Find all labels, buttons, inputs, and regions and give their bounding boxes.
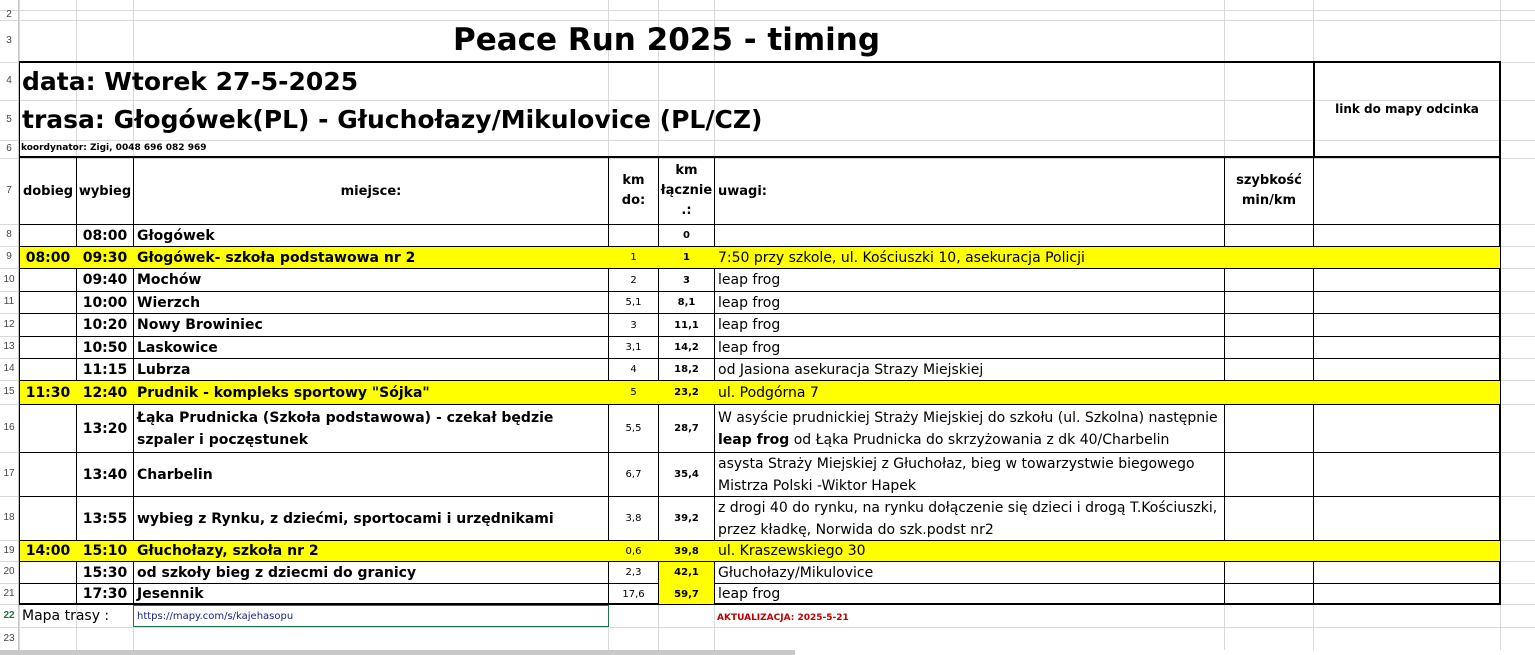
cell-dobieg[interactable]: 14:00	[25, 543, 71, 559]
cell-dobieg[interactable]: 11:30	[25, 384, 71, 401]
cell-wybieg[interactable]: 10:50	[82, 339, 128, 356]
row-number[interactable]: 9	[6, 251, 12, 262]
cell-miejsce[interactable]: od szkoły bieg z dziecmi do granicy	[137, 564, 417, 581]
header-km-lacznie[interactable]: km łącznie .:	[660, 163, 713, 218]
map-url-link[interactable]: https://mapy.com/s/kajehasopu	[133, 605, 609, 627]
cell-uwagi[interactable]: z drogi 40 do rynku, na rynku dołączenie się dzieci i drogą T.Kościuszki, przez kładkę, Norwida do szk.podst nr2	[718, 499, 1218, 538]
cell-dobieg[interactable]	[20, 584, 76, 604]
row-number[interactable]: 7	[6, 185, 12, 196]
map-label[interactable]: Mapa trasy :	[22, 607, 110, 624]
cell-km-total[interactable]: 11,1	[674, 319, 699, 331]
header-km-do[interactable]: km do:	[621, 173, 646, 208]
cell-km-do[interactable]: 5,5	[625, 423, 642, 434]
cell-szybkosc[interactable]	[1225, 337, 1313, 358]
cell-dobieg[interactable]	[20, 405, 76, 452]
cell-dobieg[interactable]	[20, 314, 76, 336]
uwagi-bold: leap frog	[718, 432, 790, 448]
route-line[interactable]: trasa: Głogówek(PL) - Głuchołazy/Mikulovice (PL/CZ)	[22, 104, 763, 134]
cell-km-do[interactable]: 4	[630, 364, 637, 375]
update-date[interactable]: AKTUALIZACJA: 2025-5-21	[717, 613, 849, 623]
header-miejsce[interactable]: miejsce:	[340, 183, 402, 199]
cell-wybieg[interactable]: 13:55	[82, 510, 128, 527]
cell-km-total[interactable]: 28,7	[674, 423, 699, 434]
cell-miejsce[interactable]: Nowy Browiniec	[137, 317, 263, 333]
cell-uwagi[interactable]: Głuchołazy/Mikulovice	[718, 564, 874, 581]
uwagi-line: W asyście prudnickiej Straży Miejskiej do szkołu (ul. Szkolna) następnie	[718, 410, 1218, 426]
row-number[interactable]: 5	[6, 114, 12, 125]
cell-miejsce[interactable]: Charbelin	[137, 466, 213, 483]
header-dobieg[interactable]: dobieg	[22, 183, 74, 199]
cell-dobieg[interactable]	[20, 337, 76, 358]
row-number[interactable]: 13	[3, 341, 15, 352]
cell-dobieg[interactable]	[20, 453, 76, 496]
cell-miejsce[interactable]: Łąka Prudnicka (Szkoła podstawowa) - czekał będzie szpaler i poczęstunek	[137, 409, 554, 448]
cell-km-total[interactable]: 42,1	[674, 567, 699, 578]
row-number[interactable]: 11	[3, 296, 15, 307]
cell-uwagi[interactable]: leap frog	[718, 317, 781, 333]
cell-dobieg[interactable]	[20, 292, 76, 313]
cell-dobieg[interactable]	[20, 225, 76, 246]
row-number[interactable]: 15	[3, 386, 15, 397]
header-szybkosc[interactable]: szybkość min/km	[1236, 173, 1302, 208]
row-number[interactable]: 20	[3, 566, 15, 577]
row-number[interactable]: 12	[3, 319, 15, 330]
cell-szybkosc[interactable]	[1225, 453, 1313, 496]
cell-km-total[interactable]: 14,2	[674, 342, 699, 353]
cell-miejsce[interactable]: Prudnik - kompleks sportowy "Sójka"	[137, 384, 430, 401]
cell-km-total[interactable]: 1	[683, 252, 690, 263]
coordinator[interactable]: koordynator: Zigi, 0048 696 082 969	[21, 143, 207, 153]
cell-miejsce[interactable]: Głuchołazy, szkoła nr 2	[137, 543, 319, 559]
cell-wybieg[interactable]: 13:40	[82, 466, 128, 483]
cell-map-link[interactable]	[1315, 292, 1499, 313]
cell-wybieg[interactable]: 11:15	[82, 361, 128, 378]
cell-km-do[interactable]	[609, 225, 658, 246]
cell-dobieg[interactable]	[20, 269, 76, 291]
cell-km-total[interactable]: 0	[683, 230, 690, 241]
cell-wybieg[interactable]: 15:30	[82, 564, 128, 581]
cell-wybieg[interactable]: 15:10	[82, 543, 128, 559]
gridline-h	[0, 10, 1535, 11]
cell-km-total[interactable]: 8,1	[677, 297, 696, 308]
cell-szybkosc[interactable]	[1225, 584, 1313, 604]
cell-wybieg[interactable]: 13:20	[82, 420, 128, 437]
cell-uwagi[interactable]: leap frog	[718, 294, 781, 311]
sheet-title[interactable]: Peace Run 2025 - timing	[452, 22, 881, 58]
cell-uwagi[interactable]	[715, 405, 1223, 452]
cell-uwagi[interactable]: ul. Podgórna 7	[718, 384, 819, 401]
header-wybieg[interactable]: wybieg	[78, 183, 132, 199]
row-number[interactable]: 10	[3, 274, 15, 285]
cell-km-do[interactable]: 1	[630, 252, 637, 263]
cell-uwagi[interactable]: 7:50 przy szkole, ul. Kościuszki 10, asekuracja Policji	[718, 249, 1085, 266]
cell-map-link[interactable]	[1315, 562, 1499, 583]
row-number[interactable]: 14	[3, 363, 15, 374]
cell-wybieg[interactable]: 08:00	[82, 227, 128, 244]
cell-map-link[interactable]	[1315, 225, 1499, 246]
cell-map-link[interactable]	[1315, 269, 1499, 291]
cell-dobieg[interactable]	[20, 562, 76, 583]
cell-dobieg[interactable]: 08:00	[25, 249, 71, 266]
row-number[interactable]: 22	[3, 610, 15, 621]
cell-szybkosc[interactable]	[1225, 359, 1313, 380]
cell-map-link[interactable]	[1315, 247, 1499, 268]
horizontal-scrollbar[interactable]	[0, 650, 795, 655]
cell-wybieg[interactable]: 17:30	[82, 586, 128, 602]
cell-uwagi[interactable]: od Jasiona asekuracja Strazy Miejskiej	[718, 361, 984, 378]
cell-km-do[interactable]: 2	[630, 274, 637, 286]
cell-km-total[interactable]: 39,8	[674, 545, 699, 557]
row-number[interactable]: 2	[6, 9, 12, 20]
cell-szybkosc[interactable]	[1225, 541, 1313, 561]
cell-map-link[interactable]	[1315, 497, 1499, 540]
cell-map-link[interactable]	[1315, 337, 1499, 358]
cell-miejsce[interactable]: wybieg z Rynku, z dziećmi, sportocami i urzędnikami	[137, 510, 554, 527]
cell-dobieg[interactable]	[20, 359, 76, 380]
cell-szybkosc[interactable]	[1225, 381, 1313, 404]
cell-uwagi[interactable]	[715, 225, 1223, 246]
row-number[interactable]: 16	[3, 422, 15, 433]
cell-miejsce[interactable]: Laskowice	[137, 339, 218, 356]
cell-szybkosc[interactable]	[1225, 269, 1313, 291]
cell-map-link[interactable]	[1315, 541, 1499, 561]
cell-map-link[interactable]	[1315, 584, 1499, 604]
cell-uwagi[interactable]: leap frog	[718, 339, 781, 356]
uwagi-line: od Łąka Prudnicka do skrzyżowania z dk 40/Charbelin	[789, 432, 1170, 448]
row-number[interactable]: 17	[3, 468, 15, 479]
cell-km-total[interactable]: 18,2	[674, 364, 699, 375]
cell-uwagi[interactable]: leap frog	[718, 272, 781, 288]
row-number[interactable]: 3	[6, 35, 12, 46]
cell-km-do[interactable]: 2,3	[625, 567, 642, 578]
cell-szybkosc[interactable]	[1225, 562, 1313, 583]
cell-km-do[interactable]: 3,1	[625, 342, 642, 353]
cell-map-link[interactable]	[1315, 405, 1499, 452]
cell-km-do[interactable]: 5,1	[625, 297, 642, 308]
map-link-header[interactable]: link do mapy odcinka	[1335, 102, 1479, 116]
cell-km-total[interactable]: 39,2	[674, 513, 699, 524]
cell-uwagi[interactable]: asysta Straży Miejskiej z Głuchołaz, bieg w towarzystwie biegowego Mistrza Polski -Wiktor Hapek	[718, 455, 1195, 494]
cell-miejsce[interactable]: Lubrza	[137, 361, 191, 378]
cell-miejsce[interactable]: Wierzch	[137, 294, 201, 311]
cell-wybieg[interactable]: 12:40	[82, 384, 128, 401]
cell-wybieg[interactable]: 09:30	[82, 249, 128, 266]
cell-szybkosc[interactable]	[1225, 247, 1313, 268]
cell-wybieg[interactable]: 10:00	[82, 294, 128, 311]
row-number[interactable]: 6	[6, 143, 12, 154]
cell-miejsce[interactable]: Głogówek	[137, 227, 215, 244]
cell-miejsce[interactable]: Głogówek- szkoła podstawowa nr 2	[137, 249, 416, 266]
cell-miejsce[interactable]: Jesennik	[137, 586, 204, 602]
cell-km-total[interactable]: 23,2	[674, 387, 699, 398]
cell-km-do[interactable]: 17,6	[622, 588, 645, 600]
cell-km-do[interactable]: 5	[630, 387, 637, 398]
cell-km-do[interactable]: 0,6	[625, 545, 642, 557]
header-uwagi[interactable]: uwagi:	[718, 183, 767, 199]
cell-szybkosc[interactable]	[1225, 292, 1313, 313]
cell-uwagi[interactable]: leap frog	[718, 586, 781, 602]
cell-map-link[interactable]	[1315, 359, 1499, 380]
row-number[interactable]: 4	[6, 75, 12, 86]
row-number[interactable]: 21	[3, 588, 15, 599]
cell-km-total[interactable]: 59,7	[674, 588, 699, 600]
cell-szybkosc[interactable]	[1225, 225, 1313, 246]
cell-miejsce[interactable]: Mochów	[137, 272, 202, 288]
cell-km-do[interactable]: 6,7	[625, 469, 642, 480]
cell-uwagi[interactable]: ul. Kraszewskiego 30	[718, 543, 866, 559]
cell-map-link[interactable]	[1315, 314, 1499, 336]
date-line[interactable]: data: Wtorek 27-5-2025	[22, 66, 359, 96]
cell-map-link[interactable]	[1315, 381, 1499, 404]
cell-map-link[interactable]	[1315, 453, 1499, 496]
cell-km-do[interactable]: 3,8	[625, 513, 642, 524]
cell-km-do[interactable]: 3	[630, 319, 637, 331]
cell-szybkosc[interactable]	[1225, 497, 1313, 540]
row-number[interactable]: 19	[3, 545, 15, 556]
cell-dobieg[interactable]	[20, 497, 76, 540]
row-number[interactable]: 8	[6, 229, 12, 240]
cell-wybieg[interactable]: 10:20	[82, 317, 128, 333]
cell-km-total[interactable]: 35,4	[674, 469, 699, 480]
row-number[interactable]: 18	[3, 512, 15, 523]
cell-szybkosc[interactable]	[1225, 314, 1313, 336]
cell-wybieg[interactable]: 09:40	[82, 272, 128, 288]
row-number[interactable]: 23	[3, 633, 15, 644]
cell-km-total[interactable]: 3	[683, 274, 690, 286]
cell-szybkosc[interactable]	[1225, 405, 1313, 452]
